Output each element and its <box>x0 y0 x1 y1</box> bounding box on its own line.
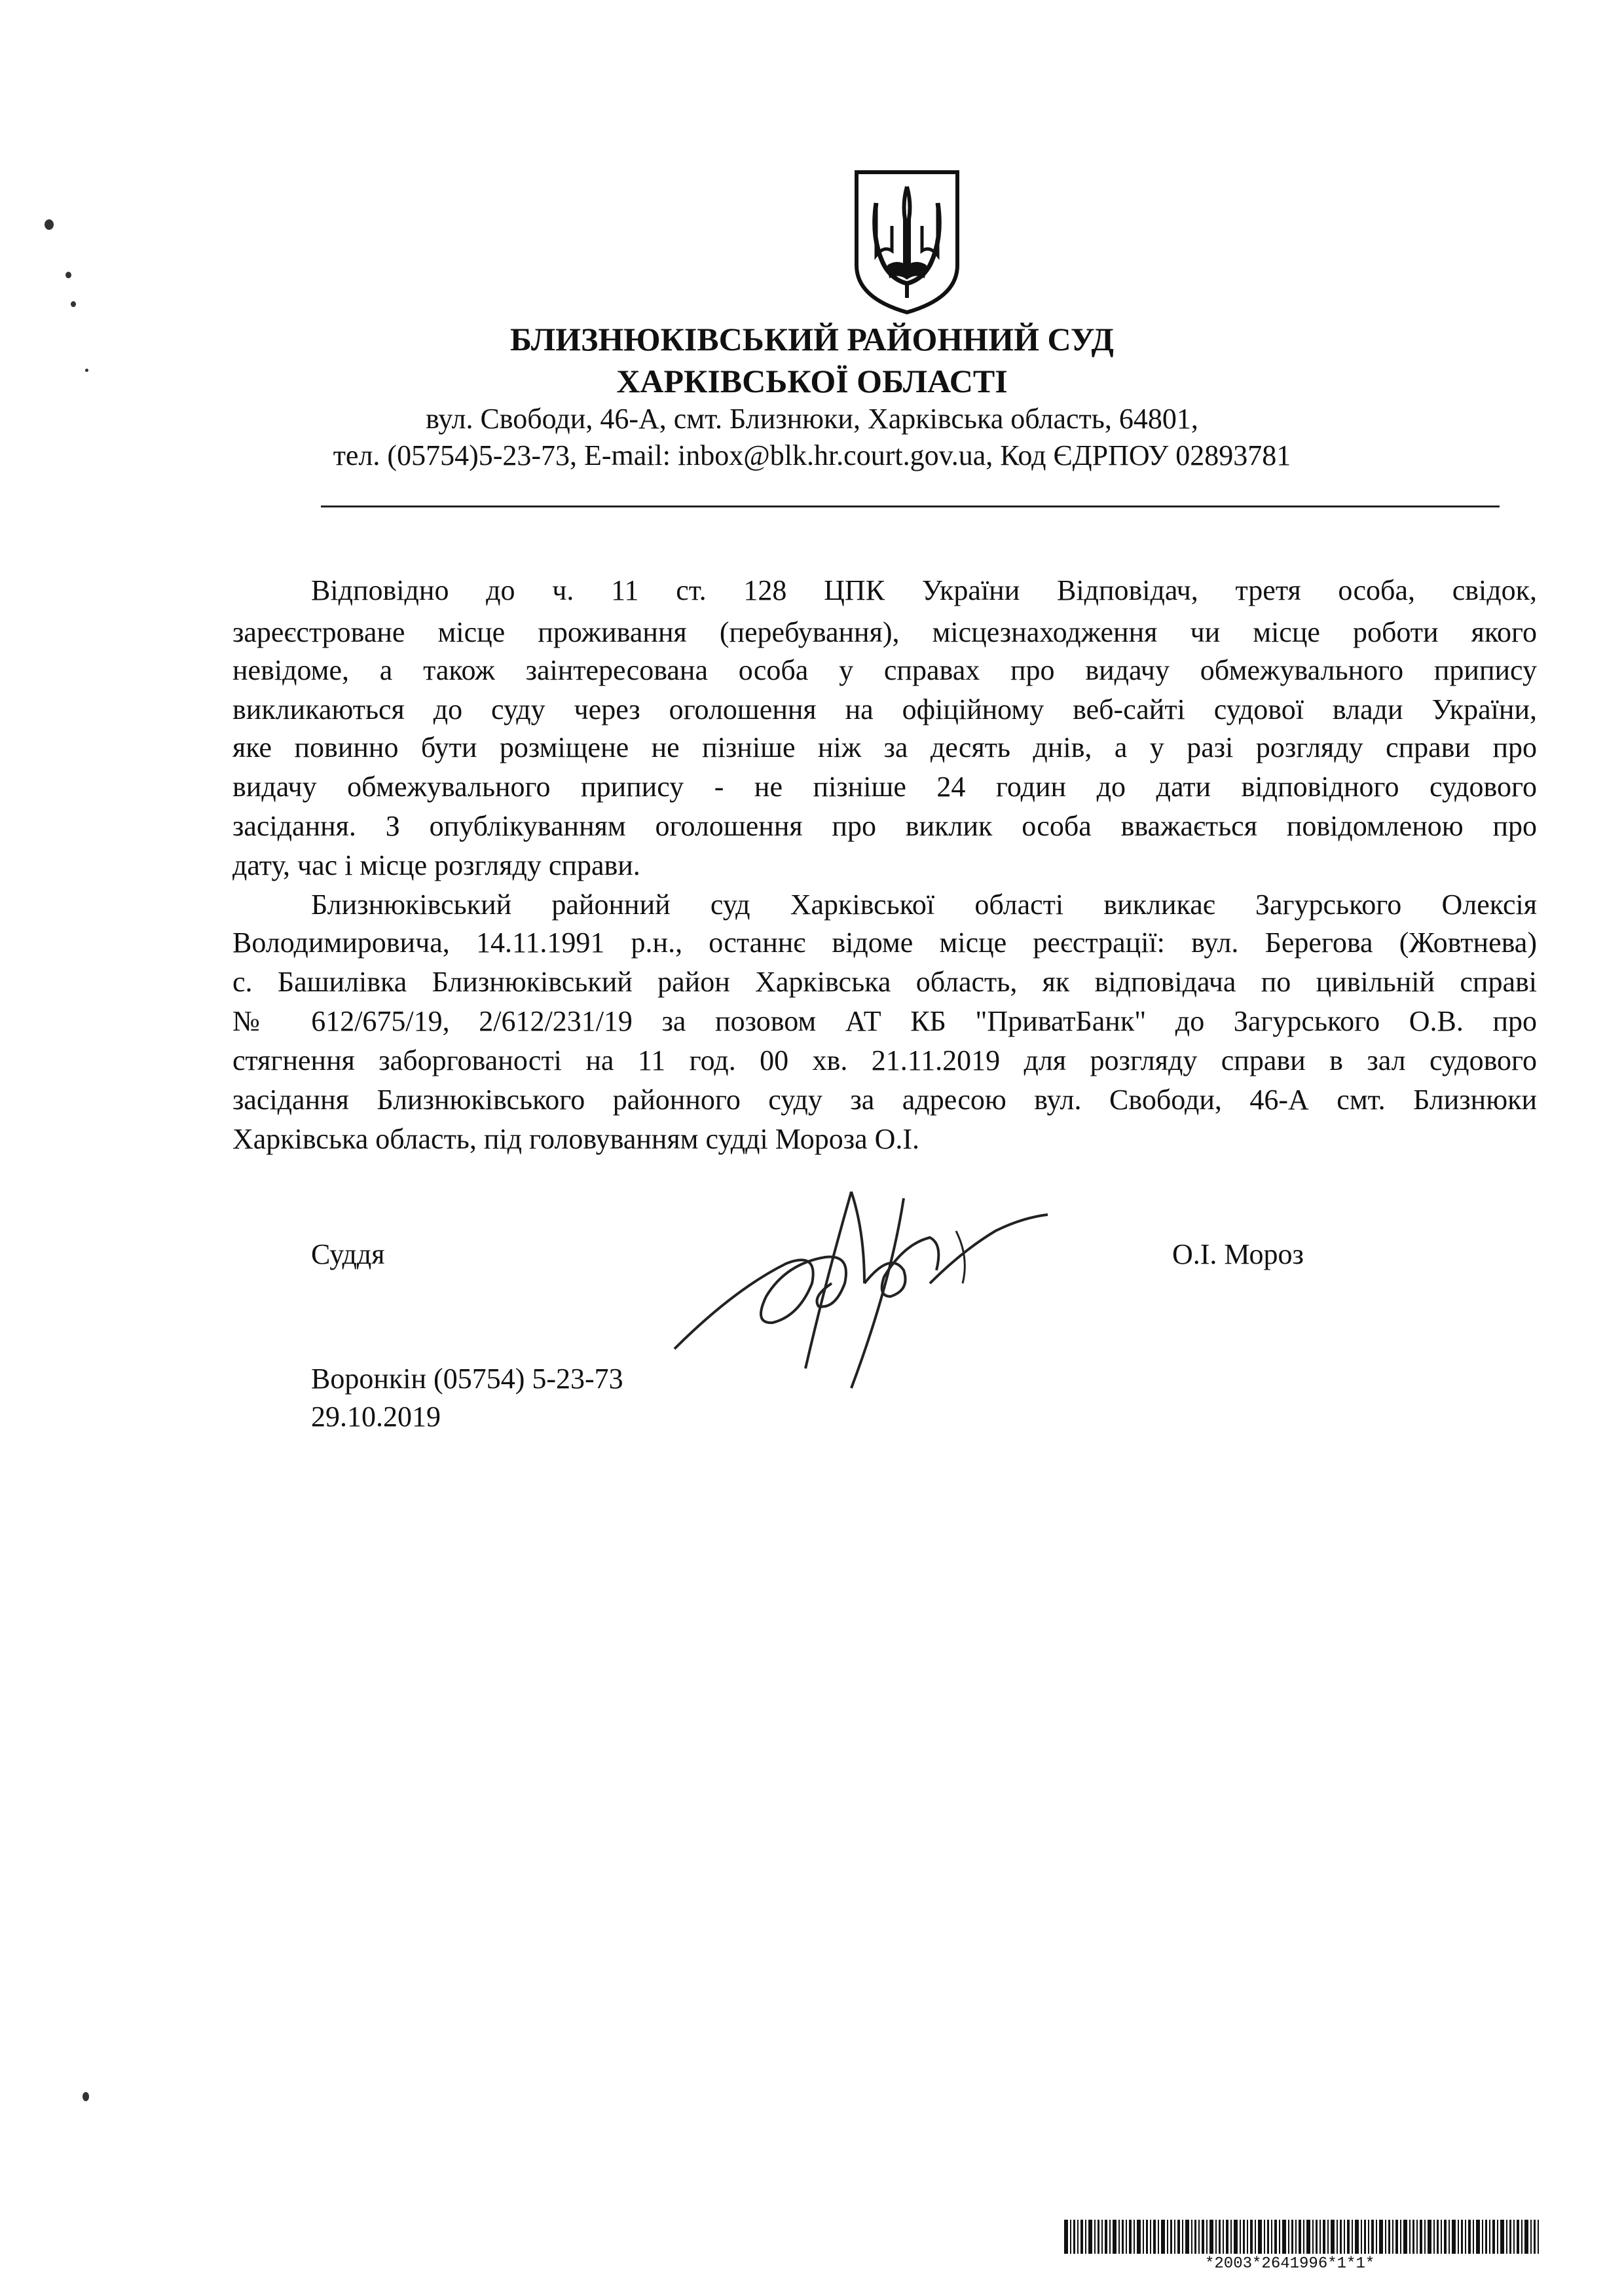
paragraph-1-line: викликаються до суду через оголошення на офіційному веб-сайті судової влади України, <box>232 693 1537 725</box>
paragraph-2-line: засідання Близнюківського районного суду за адресою вул. Свободи, 46-А смт. Близнюки <box>232 1084 1537 1116</box>
scan-speck <box>85 369 88 372</box>
scan-speck <box>83 2092 89 2101</box>
paragraph-2-line: стягнення заборгованості на 11 год. 00 хв. 21.11.2019 для розгляду справи в зал судового <box>232 1044 1537 1076</box>
paragraph-1-line: Відповідно до ч. 11 ст. 128 ЦПК України Відповідач, третя особа, свідок, <box>311 574 1537 606</box>
barcode-number: *2003*2641996*1*1* <box>1205 2255 1375 2273</box>
scan-speck <box>65 272 71 278</box>
paragraph-1-line: дату, час і місце розгляду справи. <box>232 849 640 881</box>
court-contacts: тел. (05754)5-23-73, E-mail: inbox@blk.hr.court.gov.ua, Код ЄДРПОУ 02893781 <box>333 439 1291 471</box>
paragraph-2-line: Харківська область, під головуванням судді Мороза О.І. <box>232 1123 920 1155</box>
scan-speck <box>71 301 76 307</box>
court-address: вул. Свободи, 46-А, смт. Близнюки, Харківська область, 64801, <box>426 403 1198 435</box>
paragraph-1-line: засідання. З опублікуванням оголошення про виклик особа вважається повідомленою про <box>232 810 1537 842</box>
ukraine-trident-emblem-icon <box>851 167 963 318</box>
paragraph-1-line: невідоме, а також заінтересована особа у справах про видачу обмежувального припису <box>232 654 1537 686</box>
signatory-name: О.І. Мороз <box>1172 1238 1304 1270</box>
court-name-line-2: ХАРКІВСЬКОЇ ОБЛАСТІ <box>616 363 1008 399</box>
header-divider <box>321 505 1500 507</box>
signatory-title: Суддя <box>311 1238 385 1270</box>
paragraph-1-line: видачу обмежувального припису - не пізніше 24 годин до дати відповідного судового <box>232 771 1537 803</box>
paragraph-2-line: Близнюківський районний суд Харківської області викликає Загурського Олексія <box>311 889 1537 921</box>
paragraph-1-line: яке повинно бути розміщене не пізніше ніж за десять днів, а у разі розгляду справи про <box>232 731 1537 763</box>
scan-speck <box>45 219 54 230</box>
paragraph-1-line: зареєстроване місце проживання (перебування), місцезнаходження чи місце роботи якого <box>232 616 1537 648</box>
paragraph-2-line: № 612/675/19, 2/612/231/19 за позовом АТ КБ "ПриватБанк" до Загурського О.В. про <box>232 1005 1537 1037</box>
handwritten-signature <box>655 1152 1074 1427</box>
paragraph-2-line: Володимировича, 14.11.1991 р.н., останнє відоме місце реєстрації: вул. Берегова (Жовтнева) <box>232 927 1537 959</box>
executor-contact: Воронкін (05754) 5-23-73 <box>311 1363 623 1395</box>
court-name-line-1: БЛИЗНЮКІВСЬКИЙ РАЙОННИЙ СУД <box>510 321 1114 358</box>
paragraph-2-line: с. Башилівка Близнюківський район Харківська область, як відповідача по цивільній справі <box>232 966 1537 998</box>
document-date: 29.10.2019 <box>311 1401 441 1433</box>
barcode <box>1064 2220 1542 2254</box>
